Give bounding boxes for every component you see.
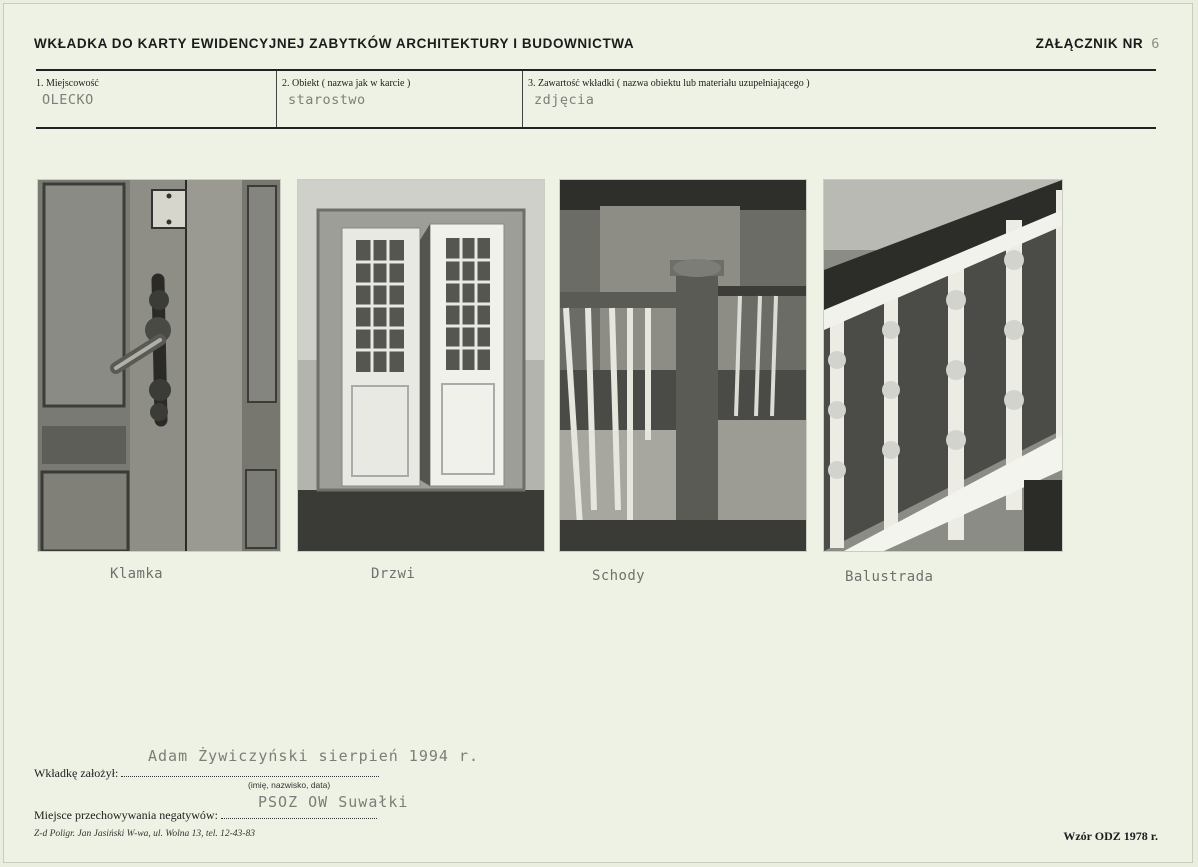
field-contents — [528, 78, 810, 108]
field-object-value: starostwo — [288, 92, 366, 108]
photo-balustrade — [824, 180, 1062, 551]
field-divider — [276, 71, 277, 127]
field-object — [282, 78, 410, 108]
field-locality-value: OLECKO — [42, 92, 94, 108]
photo-stairs — [560, 180, 806, 551]
photo-door-handle — [38, 180, 280, 551]
creator-hint: (imię, nazwisko, data) — [248, 780, 331, 790]
creator-line — [34, 766, 379, 781]
header-rule-top — [36, 69, 1156, 71]
caption-door-handle: Klamka — [110, 566, 163, 582]
storage-dotted-line — [221, 808, 377, 819]
creator-label: Wkładkę założył: — [34, 766, 119, 780]
storage-line — [34, 808, 377, 823]
caption-doors: Drzwi — [371, 566, 416, 582]
caption-stairs: Schody — [592, 568, 645, 584]
creator-dotted-line — [121, 766, 379, 777]
form-pattern: Wzór ODZ 1978 r. — [1063, 829, 1158, 843]
photo-doors — [298, 180, 544, 551]
storage-label: Miejsce przechowywania negatywów: — [34, 808, 218, 822]
storage-value: PSOZ OW Suwałki — [258, 793, 409, 811]
field-locality — [36, 78, 99, 108]
attachment-number-value: 6 — [1151, 36, 1160, 52]
field-contents-value: zdjęcia — [534, 92, 595, 108]
field-divider — [522, 71, 523, 127]
creator-value: Adam Żywiczyński sierpień 1994 r. — [148, 747, 480, 765]
field-object-label: 2. Obiekt ( nazwa jak w karcie ) — [282, 78, 411, 89]
header-rule-bottom — [36, 127, 1156, 129]
field-locality-label: 1. Miejscowość — [36, 78, 99, 89]
field-contents-label: 3. Zawartość wkładki ( nazwa obiektu lub materiału uzupełniającego ) — [528, 78, 810, 89]
attachment-number — [1036, 36, 1160, 52]
caption-balustrade: Balustrada — [845, 569, 934, 585]
document-title: WKŁADKA DO KARTY EWIDENCYJNEJ ZABYTKÓW ARCHITEKTURY I BUDOWNICTWA — [34, 36, 635, 51]
printer-imprint: Z-d Poligr. Jan Jasiński W-wa, ul. Wolna 13, tel. 12-43-83 — [34, 829, 255, 839]
attachment-label: ZAŁĄCZNIK NR — [1035, 36, 1144, 51]
